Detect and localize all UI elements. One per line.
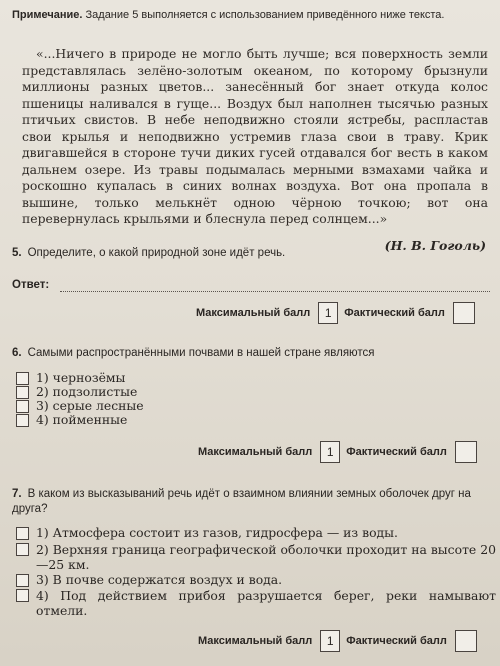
quote-author: (Н. В. Гоголь) (384, 238, 486, 253)
options-7 (16, 526, 496, 618)
actual-score-label: Фактический балл (346, 635, 447, 647)
option-checkbox[interactable] (16, 386, 29, 399)
option-checkbox[interactable] (16, 372, 29, 385)
option-checkbox[interactable] (16, 574, 29, 587)
option-checkbox[interactable] (16, 589, 29, 602)
option-item (16, 413, 144, 427)
task-note (12, 8, 490, 23)
max-score-label: Максимальный балл (196, 307, 311, 319)
answer-row (12, 279, 490, 291)
question-text: В каком из высказываний речь идёт о взаимном влиянии земных оболочек друг на друга? (12, 488, 471, 515)
option-text: 1) Атмосфера состоит из газов, гидросфера — из воды. (36, 525, 398, 540)
max-score-box: 1 (318, 302, 338, 324)
actual-score-box[interactable] (453, 302, 475, 324)
question-text: Определите, о какой природной зоне идёт речь. (27, 247, 286, 259)
question-5 (12, 246, 492, 261)
options-6 (16, 371, 144, 427)
option-item (16, 371, 144, 385)
option-item (16, 542, 496, 572)
note-label: Примечание. (12, 9, 83, 21)
actual-score-label: Фактический балл (346, 446, 447, 458)
option-checkbox[interactable] (16, 527, 29, 540)
option-text: 3) В почве содержатся воздух и вода. (36, 572, 283, 587)
question-7 (12, 487, 490, 517)
option-text: 2) подзолистые (36, 384, 138, 399)
option-item (16, 399, 144, 413)
quote-text: «...Ничего в природе не могло быть лучше; вся поверхность земли представлялась зелёно-золотым океаном, по которому брызнули миллионы разных цветов... занесённый бог знает откуда колос пшеницы наливался в гуще... Воздух был наполнен тысячью разных птичьих свистов. В небе неподвижно стояли ястребы, распластав свои крылья и неподвижно устремив глаза свои в траву. Крик двигавшейся в стороне тучи диких гусей отдавался бог весть в каком дальнем озере. Из травы подымалась мерными взмахами чайка и роскошно купалась в синих волнах воздуха. Вот она пропала в вышине, только мелькнёт одною чёрною точкою; вот она перевернулась крыльями и блеснула перед солнцем...» (22, 46, 488, 226)
option-text: 1) чернозёмы (36, 370, 126, 385)
option-item (16, 573, 496, 587)
score-row-5 (196, 302, 475, 324)
option-item (16, 526, 496, 540)
option-checkbox[interactable] (16, 400, 29, 413)
max-score-box: 1 (320, 441, 340, 463)
note-text: Задание 5 выполняется с использованием приведённого ниже текста. (82, 9, 445, 21)
actual-score-label: Фактический балл (344, 307, 445, 319)
question-number: 7. (12, 488, 22, 500)
actual-score-box[interactable] (455, 441, 477, 463)
score-row-7 (198, 630, 477, 652)
max-score-box: 1 (320, 630, 340, 652)
answer-input-line[interactable] (60, 291, 490, 292)
answer-label: Ответ: (12, 279, 50, 291)
max-score-label: Максимальный балл (198, 446, 313, 458)
option-checkbox[interactable] (16, 543, 29, 556)
actual-score-box[interactable] (455, 630, 477, 652)
question-6 (12, 346, 492, 361)
score-row-6 (198, 441, 477, 463)
question-number: 5. (12, 247, 22, 259)
question-number: 6. (12, 347, 22, 359)
option-text: 3) серые лесные (36, 398, 144, 413)
option-checkbox[interactable] (16, 414, 29, 427)
option-text: 4) Под действием прибоя разрушается берег, реки намывают отмели. (36, 588, 496, 618)
option-item (16, 588, 496, 618)
option-text: 4) пойменные (36, 412, 128, 427)
option-item (16, 385, 144, 399)
option-text: 2) Верхняя граница географической оболочки проходит на высоте 20—25 км. (36, 542, 496, 572)
question-text: Самыми распространёнными почвами в нашей стране являются (27, 347, 375, 359)
max-score-label: Максимальный балл (198, 635, 313, 647)
